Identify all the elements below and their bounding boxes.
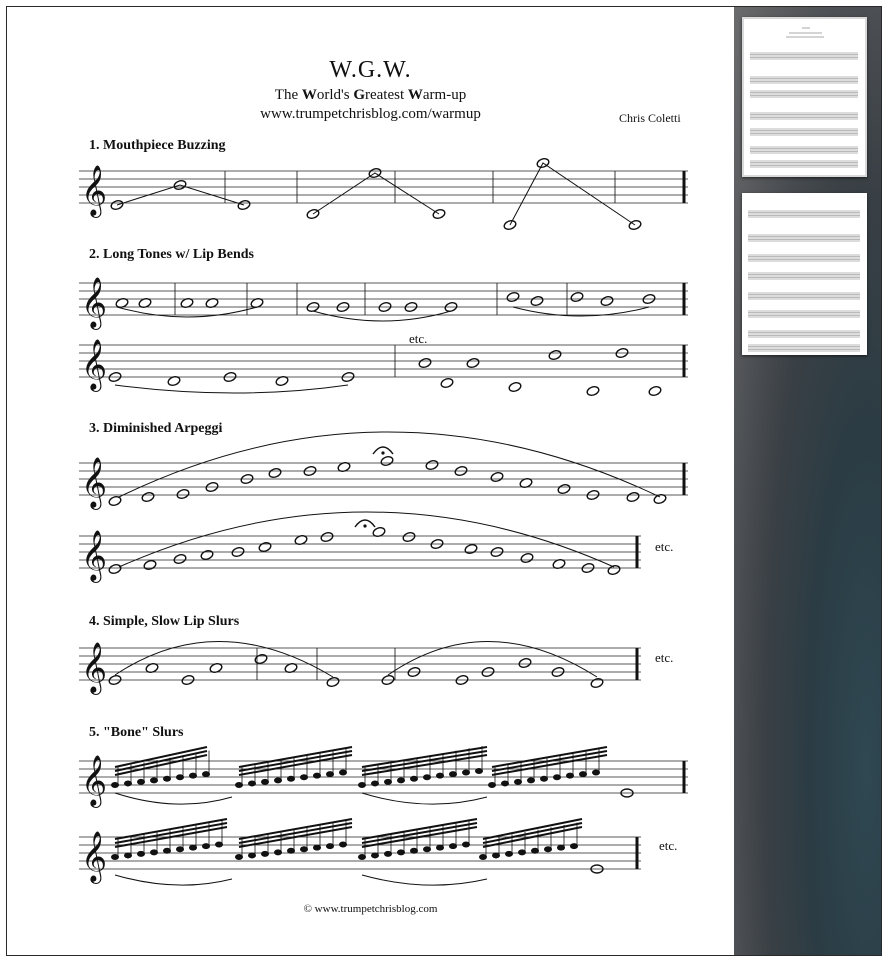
treble-clef-icon: 𝄞 bbox=[81, 457, 108, 508]
etc-label-arpeggi: etc. bbox=[655, 539, 674, 554]
etc-label-long-tones: etc. bbox=[409, 331, 428, 346]
staff bbox=[79, 339, 688, 392]
document-title: W.G.W. bbox=[329, 57, 412, 83]
treble-clef-icon: 𝄞 bbox=[81, 755, 108, 806]
notes bbox=[108, 157, 667, 689]
pdf-viewer-window bbox=[6, 6, 882, 956]
page-thumbnail-2[interactable] bbox=[742, 193, 867, 355]
staff-group bbox=[79, 157, 688, 885]
staff bbox=[79, 165, 688, 218]
document-subtitle: The World's Greatest Warm-up bbox=[274, 87, 467, 103]
treble-clef-icon: 𝄞 bbox=[81, 530, 108, 581]
section-title-4: 4. Simple, Slow Lip Slurs bbox=[89, 614, 240, 629]
document-url: www.trumpetchrisblog.com/warmup bbox=[260, 106, 481, 122]
beamed-notes bbox=[111, 746, 633, 873]
etc-label-bone: etc. bbox=[659, 838, 678, 853]
etc-label-slurs: etc. bbox=[655, 650, 674, 665]
treble-clef-icon: 𝄞 bbox=[81, 277, 108, 328]
thumbnail-preview-1-icon bbox=[744, 19, 865, 175]
treble-clef-icon: 𝄞 bbox=[81, 165, 108, 216]
page-thumbnail-1[interactable] bbox=[742, 17, 867, 177]
thumbnail-preview-2-icon bbox=[742, 193, 867, 355]
document-page bbox=[7, 7, 735, 955]
thumbnail-sidebar[interactable] bbox=[734, 7, 881, 955]
treble-clef-icon: 𝄞 bbox=[81, 339, 108, 390]
treble-clef-icon: 𝄞 bbox=[81, 642, 108, 693]
composer-name: Chris Coletti bbox=[619, 111, 681, 125]
footer-copyright: © www.trumpetchrisblog.com bbox=[303, 903, 438, 915]
sheet-music bbox=[7, 7, 734, 955]
section-title-1: 1. Mouthpiece Buzzing bbox=[89, 138, 226, 153]
section-title-2: 2. Long Tones w/ Lip Bends bbox=[89, 247, 254, 262]
staff bbox=[79, 530, 641, 583]
section-title-3: 3. Diminished Arpeggi bbox=[89, 421, 223, 436]
treble-clef-icon: 𝄞 bbox=[81, 831, 108, 882]
section-title-5: 5. "Bone" Slurs bbox=[89, 725, 184, 740]
